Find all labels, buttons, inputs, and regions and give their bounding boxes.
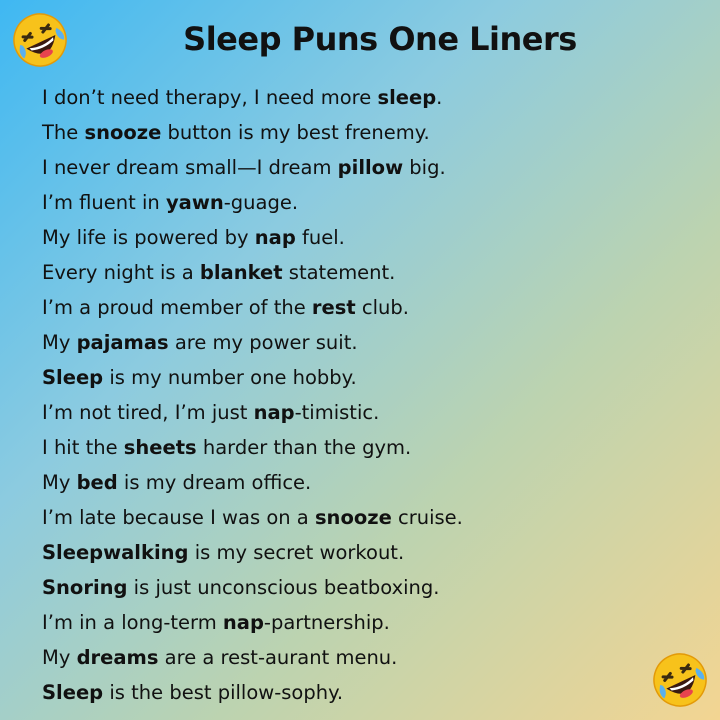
pun-text: . (436, 86, 443, 109)
pun-text: statement. (282, 261, 396, 284)
pun-text: I’m fluent in (42, 191, 166, 214)
pun-line (42, 605, 463, 640)
pun-keyword: nap (254, 226, 296, 249)
pun-text: fuel. (295, 226, 345, 249)
pun-text: I never dream small—I dream (42, 156, 338, 179)
pun-text: is the best pillow-sophy. (103, 681, 344, 704)
pun-keyword: snooze (84, 121, 162, 144)
pun-keyword: rest (311, 296, 356, 319)
pun-line (42, 395, 463, 430)
pun-list (42, 80, 463, 710)
pun-keyword: pajamas (76, 331, 169, 354)
pun-keyword: bed (76, 471, 118, 494)
pun-line (42, 640, 463, 675)
pun-line (42, 220, 463, 255)
pun-keyword: dreams (76, 646, 159, 669)
pun-keyword: Snoring (42, 576, 128, 599)
pun-keyword: sheets (123, 436, 197, 459)
pun-text: club. (355, 296, 409, 319)
pun-line (42, 150, 463, 185)
pun-text: cruise. (391, 506, 463, 529)
pun-keyword: snooze (314, 506, 392, 529)
pun-text: I hit the (42, 436, 124, 459)
pun-text: harder than the gym. (196, 436, 412, 459)
pun-text: -partnership. (263, 611, 390, 634)
pun-text: My (42, 646, 77, 669)
pun-text: is my number one hobby. (103, 366, 357, 389)
pun-keyword: Sleep (42, 366, 104, 389)
pun-line (42, 80, 463, 115)
pun-line (42, 290, 463, 325)
pun-line (42, 465, 463, 500)
pun-text: is my secret workout. (188, 541, 405, 564)
rolling-laughing-emoji-icon (650, 650, 710, 710)
pun-line (42, 115, 463, 150)
pun-text: -timistic. (294, 401, 380, 424)
pun-keyword: Sleepwalking (42, 541, 189, 564)
pun-keyword: pillow (337, 156, 404, 179)
pun-line (42, 325, 463, 360)
pun-keyword: nap (253, 401, 295, 424)
pun-line (42, 570, 463, 605)
pun-text: I’m not tired, I’m just (42, 401, 254, 424)
page-title: Sleep Puns One Liners (183, 20, 577, 58)
pun-keyword: yawn (165, 191, 224, 214)
pun-text: I’m late because I was on a (42, 506, 315, 529)
pun-text: My (42, 471, 77, 494)
pun-text: are my power suit. (168, 331, 358, 354)
pun-line (42, 535, 463, 570)
pun-line (42, 255, 463, 290)
pun-text: -guage. (223, 191, 299, 214)
pun-text: button is my best frenemy. (161, 121, 430, 144)
pun-keyword: nap (222, 611, 264, 634)
pun-text: is just unconscious beatboxing. (127, 576, 440, 599)
pun-text: I’m a proud member of the (42, 296, 312, 319)
pun-text: big. (403, 156, 446, 179)
pun-text: I’m in a long-term (42, 611, 223, 634)
pun-line (42, 675, 463, 710)
pun-text: I don’t need therapy, I need more (42, 86, 378, 109)
pun-line (42, 360, 463, 395)
pun-text: My (42, 331, 77, 354)
pun-text: are a rest-aurant menu. (158, 646, 398, 669)
pun-line (42, 430, 463, 465)
pun-keyword: sleep (377, 86, 437, 109)
pun-text: The (42, 121, 85, 144)
pun-keyword: Sleep (42, 681, 104, 704)
pun-text: My life is powered by (42, 226, 255, 249)
pun-line (42, 185, 463, 220)
pun-text: Every night is a (42, 261, 200, 284)
pun-line (42, 500, 463, 535)
pun-keyword: blanket (199, 261, 283, 284)
pun-text: is my dream office. (117, 471, 312, 494)
